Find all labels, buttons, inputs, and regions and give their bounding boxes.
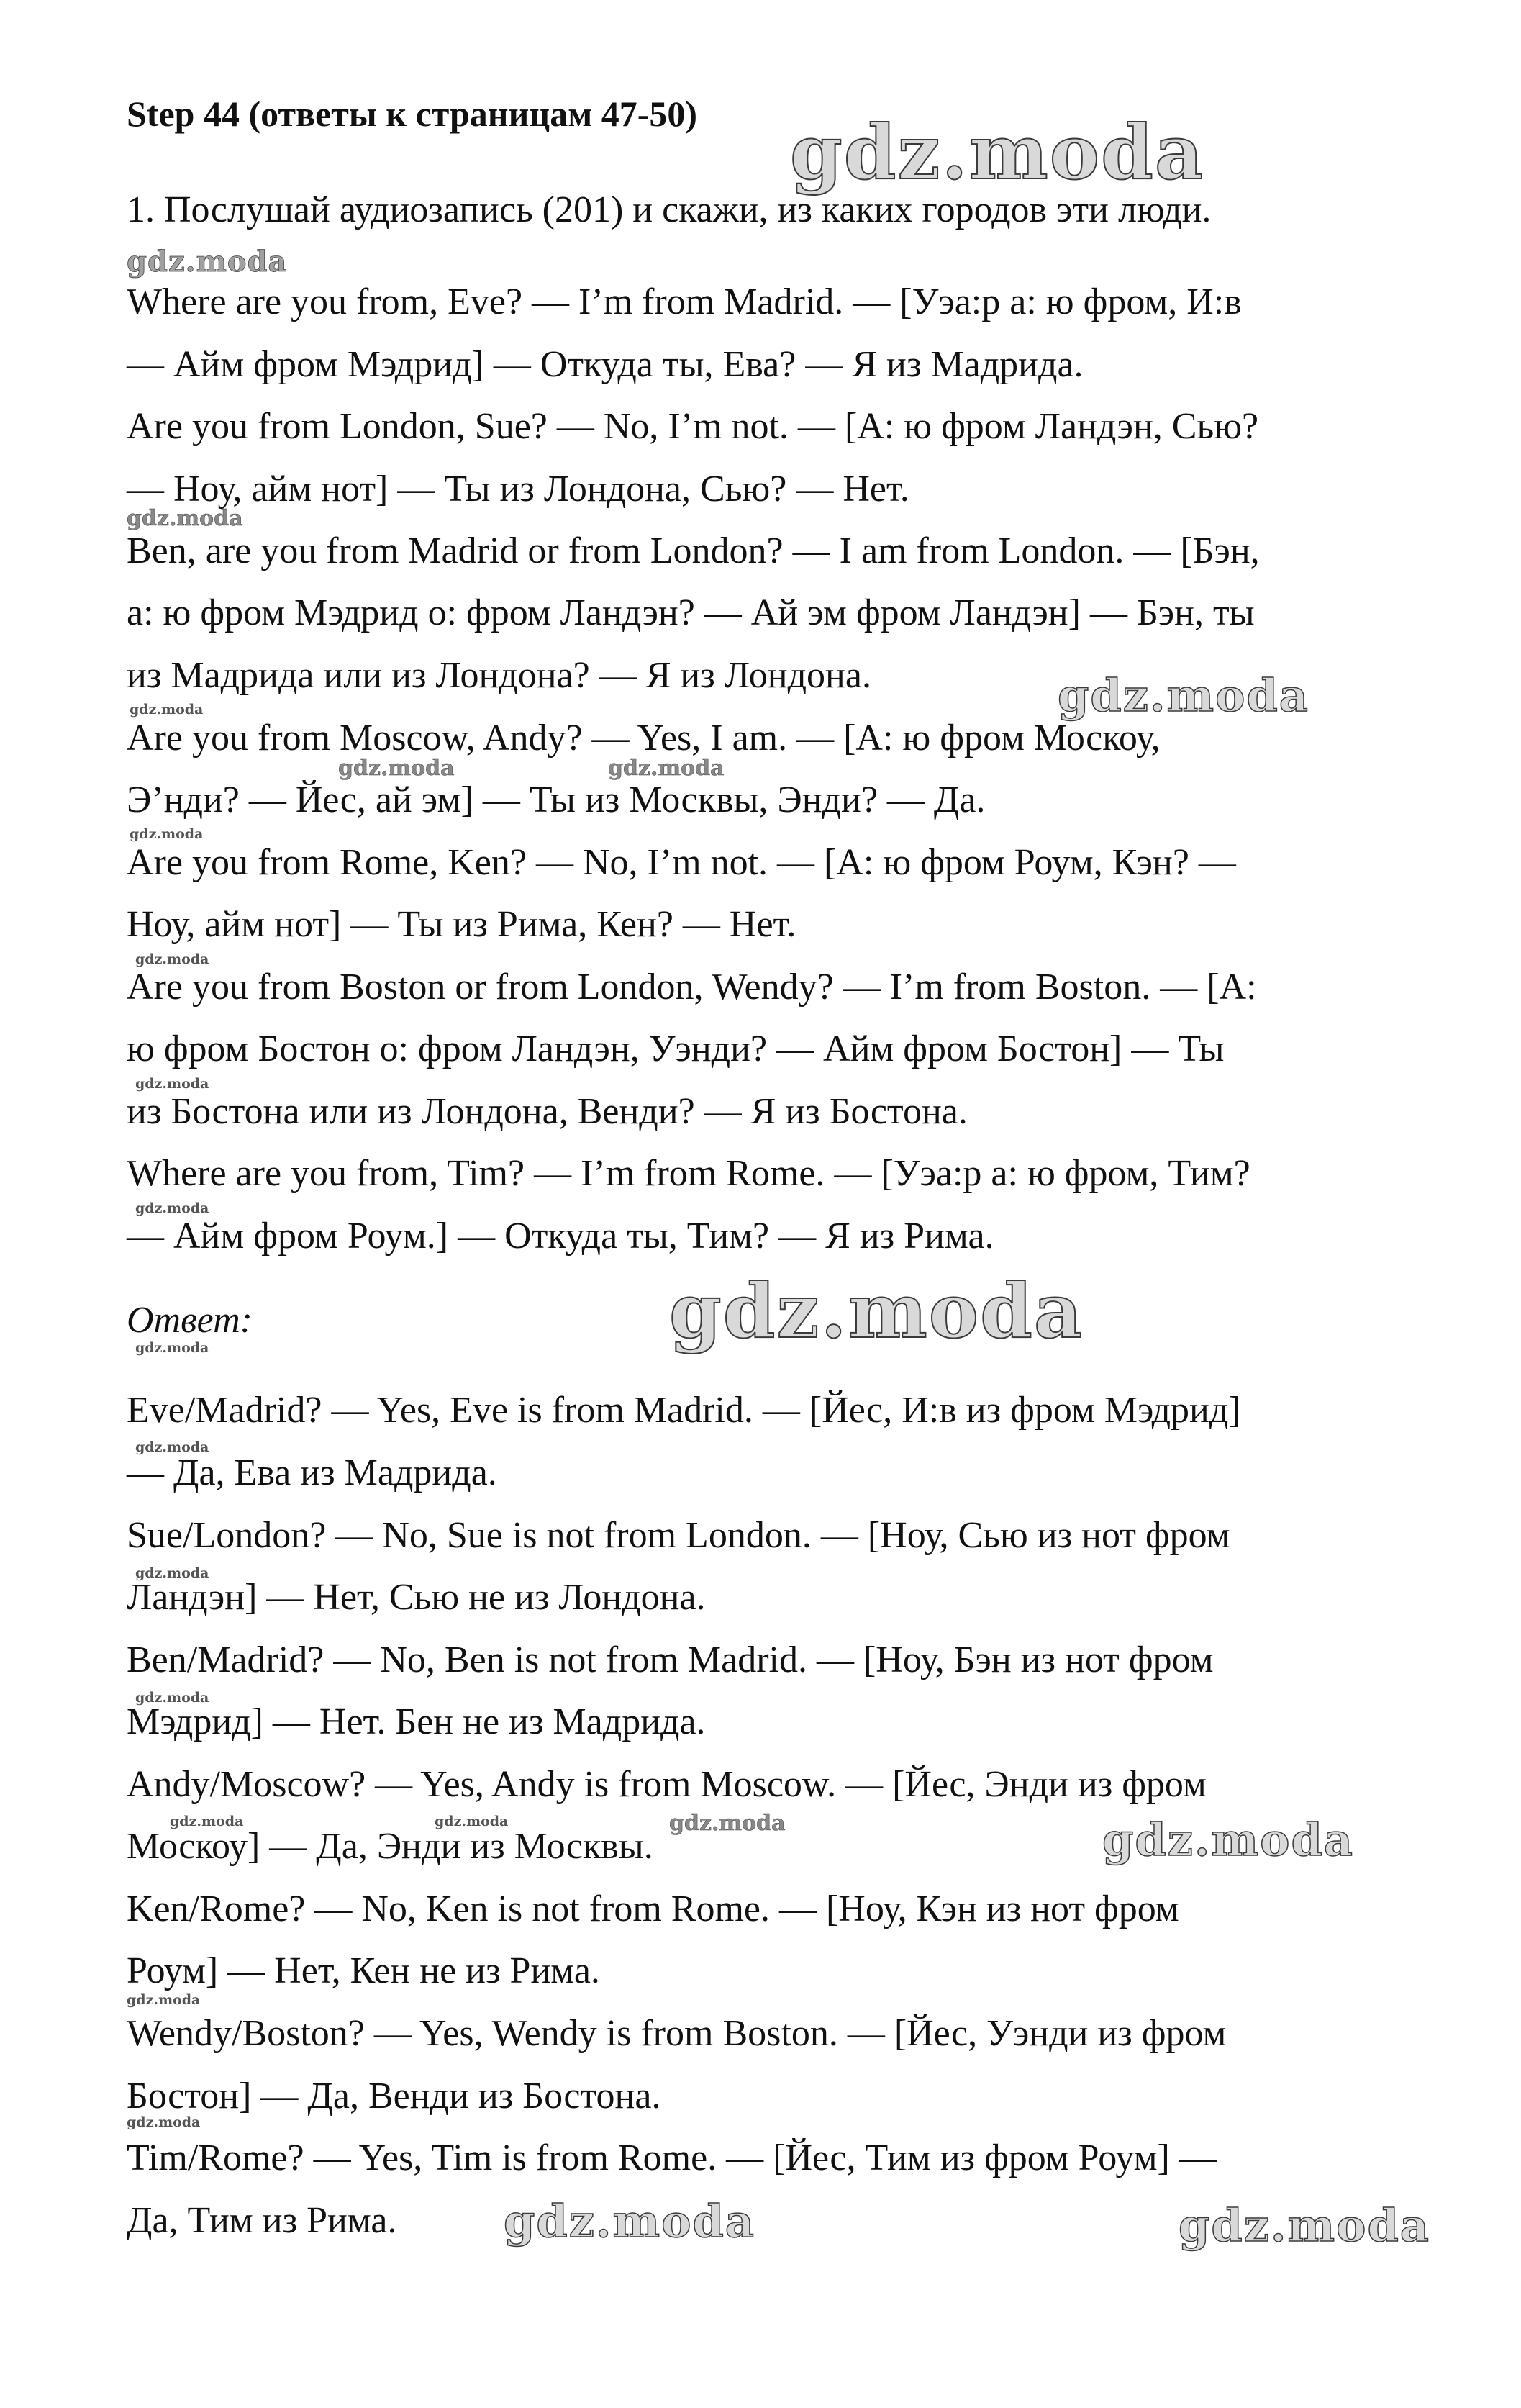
dialogue-line: Are you from Rome, Ken? — No, I’m not. — [А: ю фром Роум, Кэн? — — [127, 842, 1236, 883]
watermark: gdz.moda — [135, 1690, 209, 1706]
watermark: gdz.moda — [608, 756, 725, 781]
watermark: gdz.moda — [130, 826, 204, 842]
dialogue-line: — Ноу, айм нот] — Ты из Лондона, Сью? — Нет. — [127, 469, 909, 510]
dialogue-line: Where are you from, Eve? — I’m from Madrid. — [Уэа:р а: ю фром, И:в — [127, 281, 1242, 322]
watermark: gdz.moda — [1058, 669, 1309, 722]
watermark: gdz.moda — [669, 1811, 786, 1836]
watermark: gdz.moda — [1179, 2199, 1430, 2252]
dialogue-line: Are you from Boston or from London, Wendy? — I’m from Boston. — [А: — [127, 967, 1257, 1008]
watermark: gdz.moda — [127, 506, 243, 531]
answer-line: Ken/Rome? — No, Ken is not from Rome. — [Ноу, Кэн из нот фром — [127, 1888, 1179, 1929]
watermark: gdz.moda — [338, 756, 455, 781]
answer-line: Ben/Madrid? — No, Ben is not from Madrid. — [Ноу, Бэн из нот фром — [127, 1639, 1214, 1680]
dialogue-line: Where are you from, Tim? — I’m from Rome. — [Уэа:р а: ю фром, Тим? — [127, 1153, 1250, 1194]
answer-line: Sue/London? — No, Sue is not from London. — [Ноу, Сью из нот фром — [127, 1515, 1230, 1556]
watermark: gdz.moda — [135, 1200, 209, 1216]
dialogue-line: Ben, are you from Madrid or from London? — I am from London. — [Бэн, — [127, 530, 1260, 571]
answer-line: Wendy/Boston? — Yes, Wendy is from Boston. — [Йес, Уэнди из фром — [127, 2013, 1227, 2054]
answer-line: Бостон] — Да, Венди из Бостона. — [127, 2076, 661, 2117]
watermark: gdz.moda — [127, 1992, 201, 2008]
exercise-instruction: 1. Послушай аудиозапись (201) и скажи, из каких городов эти люди. — [127, 189, 1212, 230]
dialogue-line: Э’нди? — Йес, ай эм] — Ты из Москвы, Энди? — Да. — [127, 779, 986, 820]
answer-line: Ландэн] — Нет, Сью не из Лондона. — [127, 1577, 706, 1618]
watermark: gdz.moda — [435, 1814, 509, 1829]
answer-line: Москоу] — Да, Энди из Москвы. — [127, 1826, 653, 1867]
watermark: gdz.moda — [135, 1340, 209, 1356]
dialogue-line: Are you from London, Sue? — No, I’m not. — [А: ю фром Ландэн, Сью? — [127, 406, 1259, 447]
answer-line: Andy/Moscow? — Yes, Andy is from Moscow. — [Йес, Энди из фром — [127, 1764, 1207, 1805]
watermark: gdz.moda — [504, 2195, 755, 2248]
dialogue-line: ю фром Бостон о: фром Ландэн, Уэнди? — Айм фром Бостон] — Ты — [127, 1028, 1225, 1069]
dialogue-line: из Мадрида или из Лондона? — Я из Лондона. — [127, 655, 871, 696]
dialogue-line: Ноу, айм нот] — Ты из Рима, Кен? — Нет. — [127, 904, 796, 945]
dialogue-line: а: ю фром Мэдрид о: фром Ландэн? — Ай эм фром Ландэн] — Бэн, ты — [127, 592, 1255, 633]
dialogue-line: — Айм фром Роум.] — Откуда ты, Тим? — Я из Рима. — [127, 1216, 994, 1257]
answer-line: Мэдрид] — Нет. Бен не из Мадрида. — [127, 1701, 706, 1742]
watermark: gdz.moda — [135, 1565, 209, 1581]
answer-line: — Да, Ева из Мадрида. — [127, 1452, 497, 1493]
answer-line: Да, Тим из Рима. — [127, 2200, 397, 2241]
watermark: gdz.moda — [1102, 1814, 1354, 1866]
dialogue-line: Are you from Moscow, Andy? — Yes, I am. — [А: ю фром Москоу, — [127, 718, 1161, 759]
watermark: gdz.moda — [135, 1439, 209, 1455]
answer-line: Eve/Madrid? — Yes, Eve is from Madrid. — [Йес, И:в из фром Мэдрид] — [127, 1390, 1241, 1431]
watermark: gdz.moda — [127, 2114, 201, 2130]
watermark: gdz.moda — [127, 245, 288, 279]
answer-line: Роум] — Нет, Кен не из Рима. — [127, 1950, 600, 1991]
answer-label: Ответ: — [127, 1300, 253, 1341]
watermark: gdz.moda — [135, 951, 209, 967]
dialogue-line: — Айм фром Мэдрид] — Откуда ты, Ева? — Я из Мадрида. — [127, 344, 1084, 385]
watermark: gdz.moda — [130, 702, 204, 718]
watermark: gdz.moda — [170, 1814, 244, 1829]
dialogue-line: из Бостона или из Лондона, Венди? — Я из Бостона. — [127, 1091, 968, 1132]
page-title: Step 44 (ответы к страницам 47-50) — [127, 94, 698, 134]
watermark: gdz.moda — [669, 1267, 1084, 1355]
watermark: gdz.moda — [790, 108, 1205, 196]
watermark: gdz.moda — [135, 1076, 209, 1092]
answer-line: Tim/Rome? — Yes, Tim is from Rome. — [Йес, Тим из фром Роум] — — [127, 2137, 1217, 2178]
